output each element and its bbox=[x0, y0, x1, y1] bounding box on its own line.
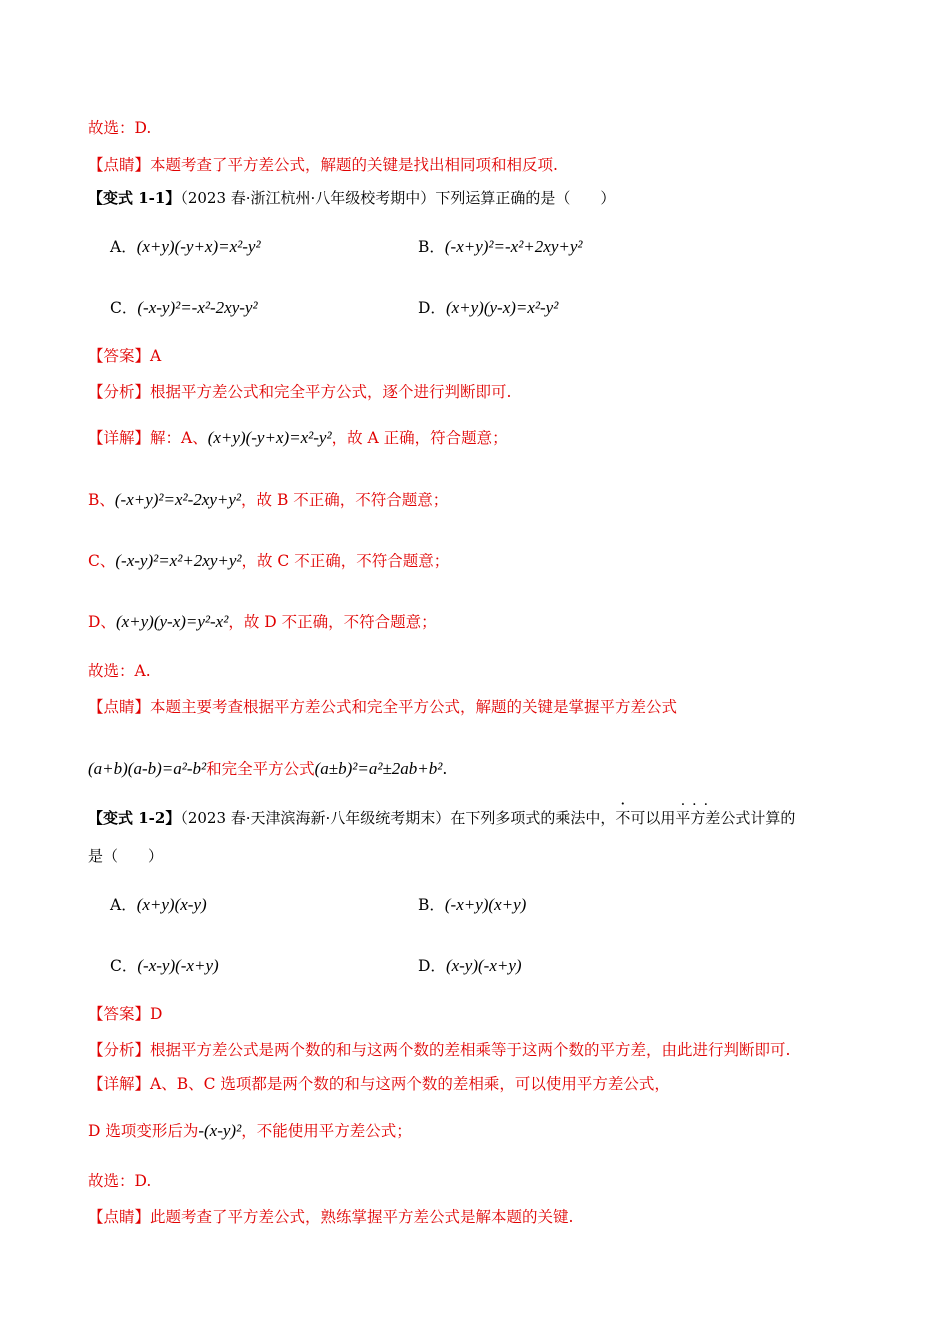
choose-line-1: 故选：D. bbox=[88, 119, 152, 137]
analysis-text: 根据平方差公式和完全平方公式，逐个进行判断即可. bbox=[150, 383, 512, 401]
option-c-expr: (-x-y)²=-x²-2xy-y² bbox=[137, 298, 258, 317]
comment-formula-1: (a+b)(a-b)=a²-b² bbox=[88, 759, 207, 778]
comment-tag: 【点睛】 bbox=[88, 1208, 151, 1226]
detail-line-a: 【详解】解：A、(x+y)(-y+x)=x²-y²，故 A 正确，符合题意； bbox=[88, 428, 508, 447]
detail-line-d: D、(x+y)(y-x)=y²-x²，故 D 不正确，不符合题意； bbox=[88, 612, 437, 631]
answer-value: A bbox=[150, 347, 162, 365]
option-c-expr: (-x-y)(-x+y) bbox=[137, 956, 219, 975]
analysis-tag: 【分析】 bbox=[88, 1041, 151, 1059]
analysis-text: 根据平方差公式是两个数的和与这两个数的差相乘等于这两个数的平方差，由此进行判断即可. bbox=[150, 1041, 791, 1059]
question-1-stem bbox=[88, 188, 615, 208]
answer-line-1 bbox=[88, 346, 161, 366]
detail-a-expr: (x+y)(-y+x)=x²-y² bbox=[207, 428, 332, 447]
option-a: A．(x+y)(x-y) bbox=[110, 895, 207, 914]
answer-line-2 bbox=[88, 1004, 162, 1024]
comment-formula-2: (a±b)²=a²±2ab+b² bbox=[314, 759, 443, 778]
answer-value: D bbox=[150, 1005, 163, 1023]
question-source: （2023 春·天津滨海新·八年级统考期末） bbox=[180, 809, 451, 827]
option-b-expr: (-x+y)(x+y) bbox=[444, 895, 527, 914]
option-b: B．(-x+y)(x+y) bbox=[418, 895, 527, 914]
question-2-stem-line2: 是（ ） bbox=[88, 847, 164, 865]
option-d: D．(x+y)(y-x)=x²-y² bbox=[418, 298, 559, 317]
comment-text: 本题考查了平方差公式，解题的关键是找出相同项和相反项. bbox=[150, 156, 558, 174]
question-2-stem: 【变式 1-2】（2023 春·天津滨海新·八年级统考期末）在下列多项式的乘法中，不可以用平方差 ··· 公式计算的 bbox=[88, 797, 796, 827]
option-b-expr: (-x+y)²=-x²+2xy+y² bbox=[444, 237, 583, 256]
option-a-expr: (x+y)(-y+x)=x²-y² bbox=[136, 237, 261, 256]
option-c: C．(-x-y)(-x+y) bbox=[110, 956, 219, 975]
comment-tag: 【点睛】 bbox=[88, 156, 151, 174]
question-tag: 【变式 1-1】 bbox=[88, 189, 181, 207]
question-stem: 下列运算正确的是（ ） bbox=[435, 189, 616, 207]
comment-line-2: 【点睛】本题主要考查根据平方差公式和完全平方公式，解题的关键是掌握平方差公式 bbox=[88, 698, 678, 716]
answer-tag: 【答案】 bbox=[88, 347, 151, 365]
option-c: C．(-x-y)²=-x²-2xy-y² bbox=[110, 298, 258, 317]
analysis-line-1 bbox=[88, 382, 511, 402]
question-source: （2023 春·浙江杭州·八年级校考期中） bbox=[180, 189, 436, 207]
detail-tag: 【详解】 bbox=[88, 429, 151, 447]
option-a: A．(x+y)(-y+x)=x²-y² bbox=[110, 237, 261, 256]
detail-line-2: D 选项变形后为-(x-y)²，不能使用平方差公式； bbox=[88, 1121, 412, 1140]
analysis-tag: 【分析】 bbox=[88, 383, 151, 401]
option-d-expr: (x-y)(-x+y) bbox=[445, 956, 522, 975]
emphasis-formula: 平方差 ··· bbox=[675, 797, 721, 827]
detail-c-expr: (-x-y)²=x²+2xy+y² bbox=[115, 551, 242, 570]
comment-line-3: 【点睛】此题考查了平方差公式，熟练掌握平方差公式是解本题的关键. bbox=[88, 1208, 574, 1226]
comment-formula-line: (a+b)(a-b)=a²-b²和完全平方公式(a±b)²=a²±2ab+b². bbox=[88, 759, 448, 778]
detail-line-b: B、(-x+y)²=x²-2xy+y²，故 B 不正确，不符合题意； bbox=[88, 490, 449, 509]
detail-line-c: C、(-x-y)²=x²+2xy+y²，故 C 不正确，不符合题意； bbox=[88, 551, 450, 570]
comment-line-1 bbox=[88, 155, 558, 175]
option-d: D．(x-y)(-x+y) bbox=[418, 956, 522, 975]
analysis-line-2 bbox=[88, 1040, 790, 1060]
option-a-expr: (x+y)(x-y) bbox=[136, 895, 207, 914]
emphasis-not: 不 bbox=[615, 809, 631, 827]
choose-line-3: 故选：D. bbox=[88, 1172, 152, 1190]
detail-2-expr: -(x-y)² bbox=[198, 1121, 242, 1140]
detail-tag: 【详解】 bbox=[88, 1075, 151, 1093]
comment-tag: 【点睛】 bbox=[88, 698, 151, 716]
answer-tag: 【答案】 bbox=[88, 1005, 151, 1023]
option-b: B．(-x+y)²=-x²+2xy+y² bbox=[418, 237, 583, 256]
detail-b-expr: (-x+y)²=x²-2xy+y² bbox=[114, 490, 242, 509]
question-tag: 【变式 1-2】 bbox=[88, 809, 181, 827]
choose-line-2: 故选：A. bbox=[88, 662, 151, 680]
option-d-expr: (x+y)(y-x)=x²-y² bbox=[445, 298, 559, 317]
detail-d-expr: (x+y)(y-x)=y²-x² bbox=[115, 612, 229, 631]
detail-line-1: 【详解】A、B、C 选项都是两个数的和与这两个数的差相乘，可以使用平方差公式， bbox=[88, 1075, 670, 1093]
